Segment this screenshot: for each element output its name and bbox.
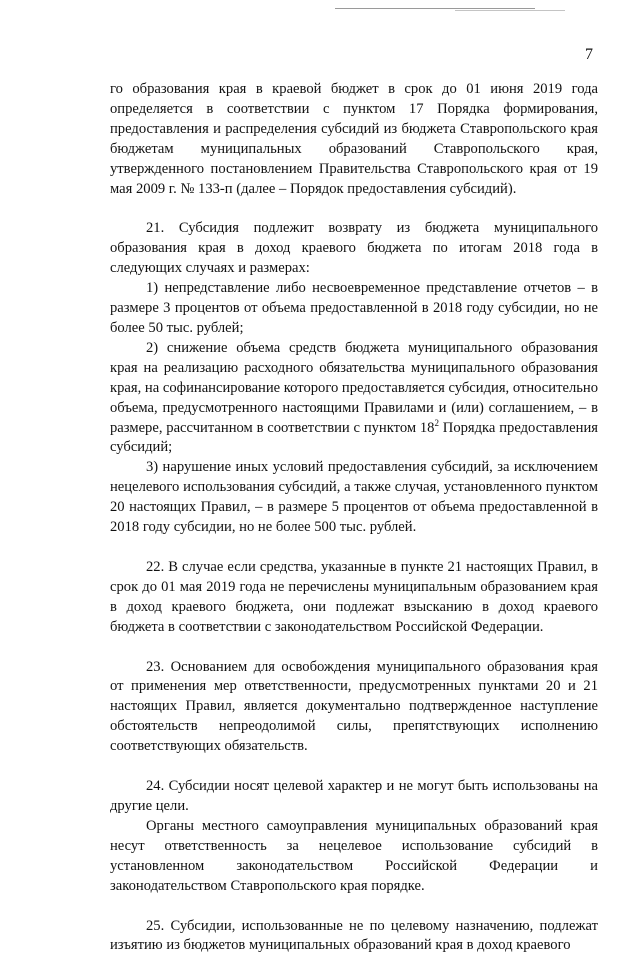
paragraph-21-item-2 [110,339,598,458]
paragraph-21: 21. Субсидия подлежит возврату из бюджета муниципального образования края в доход краевого бюджета по итогам 2018 года в следующих случаях и размерах: [110,220,598,277]
paragraph-24-second: Органы местного самоуправления муниципальных образований края несут ответственность за нецелевое использование субсидий в установленном законодательством Российской Федерации и законодательством Ставропольского края порядке. [110,817,598,894]
page-number: 7 [585,46,593,63]
paragraph-23: 23. Основанием для освобождения муниципального образования края от применения мер ответственности, предусмотренных пунктами 20 и 21 настоящих Правил, является документально подтвержденное наступление обстоятельств непреодолимой силы, препятствующих исполнению соответствующих обязательств. [110,658,598,755]
paragraph-25: 25. Субсидии, использованные не по целевому назначению, подлежат изъятию из бюджетов муниципальных образований края в доход краевого [110,917,598,954]
paragraph-21-item-1: 1) непредставление либо несвоевременное представление отчетов – в размере 3 процентов от объема предоставленной в 2018 году субсидии, но не более 50 тыс. рублей; [110,280,598,336]
paragraph-continuation: го образования края в краевой бюджет в срок до 01 июня 2019 года определяется в соответствии с пунктом 17 Порядка формирования, предоставления и распределения субсидий из бюджета Ставропольского края бюджетам муниципальных образований Ставропольского края, утвержденного постановлением Правительства Ставропольского края от 19 мая 2009 г. № 133-п (далее – Порядок предоставления субсидий). [110,81,598,197]
scan-top-rule-secondary [455,10,565,11]
paragraph-21-item-2-text: 2) снижение объема средств бюджета муниципального образования края на реализацию расходного обязательства муниципального образования края, на софинансирование которого предоставляется субсидия, относительно объема, предусмотренного настоящими Правилами и (или) соглашением, – в размере, рассчитанном в соответствии с пунктом 18 [110,339,598,436]
paragraph-21-item-3: 3) нарушение иных условий предоставления субсидий, за исключением нецелевого использования субсидий, а также случая, установленного пунктом 20 настоящих Правил, – в размере 5 процентов от объема предоставленной в 2018 году субсидии, но не более 500 тыс. рублей. [110,459,598,536]
paragraph-22: 22. В случае если средства, указанные в пункте 21 настоящих Правил, в срок до 01 мая 2019 года не перечислены муниципальным образованием края в доход краевого бюджета, они подлежат взысканию в доход краевого бюджета в соответствии с законодательством Российской Федерации. [110,558,598,635]
document-body [110,80,598,956]
superscript-2: 2 [434,417,439,428]
paragraph-24: 24. Субсидии носят целевой характер и не могут быть использованы на другие цели. [110,778,598,814]
paragraph-21-item-2-tail: Порядка предоставления субсидий; [110,419,598,456]
scan-top-rule [335,8,535,9]
